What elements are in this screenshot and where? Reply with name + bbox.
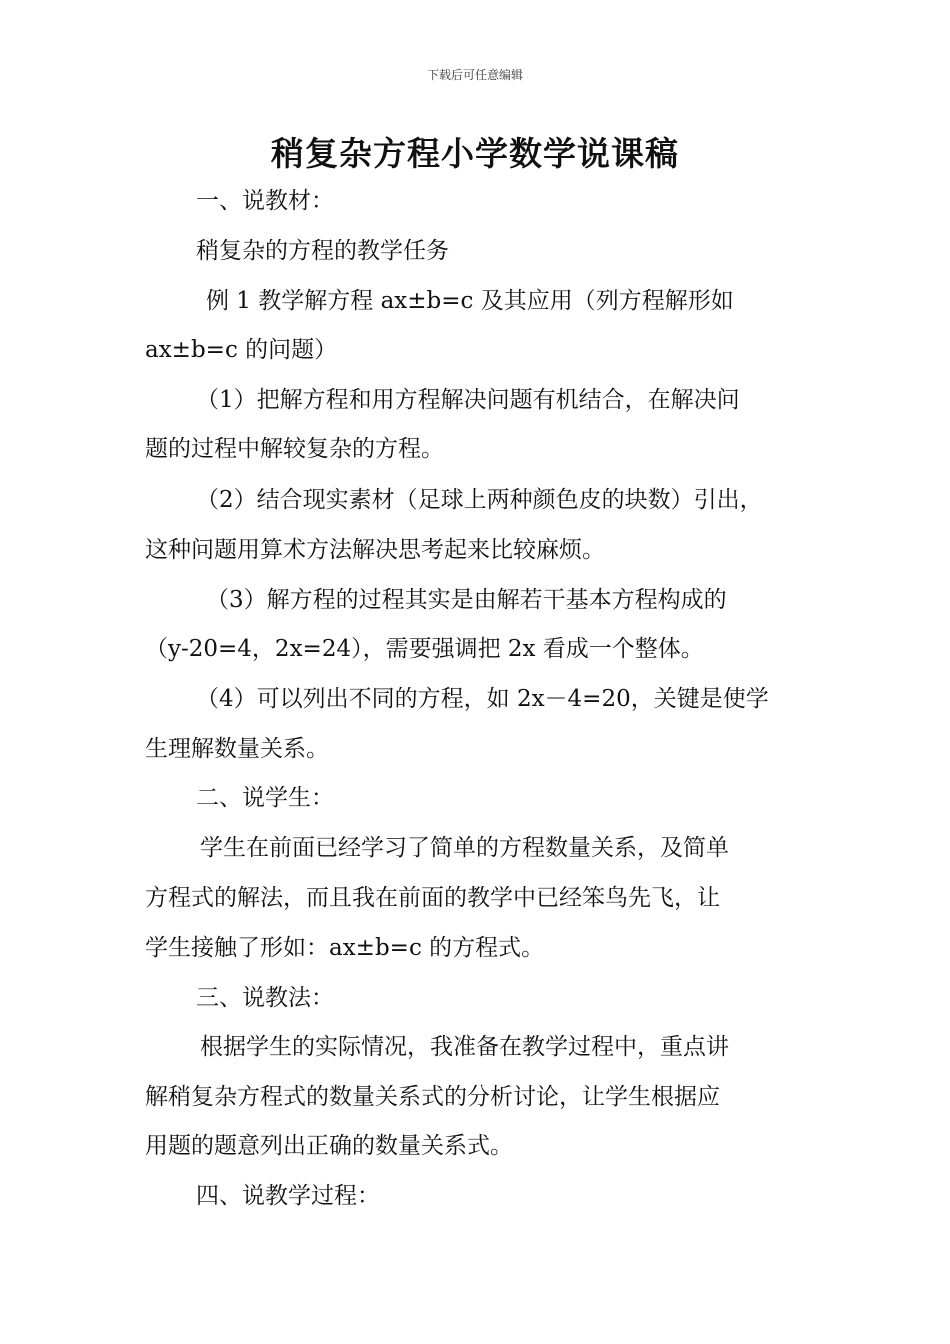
paragraph-line: （1）把解方程和用方程解决问题有机结合，在解决问 [196,387,740,413]
section-heading-process: 四、说教学过程： [196,1183,380,1209]
paragraph-line: 生理解数量关系。 [145,736,329,762]
paragraph-line: 例 1 教学解方程 ax±b=c 及其应用（列方程解形如 [206,288,734,314]
page-title: 稍复杂方程小学数学说课稿 [271,134,679,173]
paragraph-line: ax±b=c 的问题） [145,337,338,363]
section-heading-students: 二、说学生： [196,785,334,811]
paragraph-line: 方程式的解法，而且我在前面的教学中已经笨鸟先飞，让 [145,885,720,911]
header-note: 下载后可任意编辑 [426,68,523,82]
paragraph-line: （y-20=4，2x=24），需要强调把 2x 看成一个整体。 [145,636,704,662]
paragraph-line: 这种问题用算术方法解决思考起来比较麻烦。 [145,537,605,563]
paragraph-line: 学生在前面已经学习了简单的方程数量关系，及简单 [200,835,729,861]
section-heading-textbook: 一、说教材： [196,188,334,214]
paragraph-line: （2）结合现实素材（足球上两种颜色皮的块数）引出， [196,487,763,513]
paragraph-line: 根据学生的实际情况，我准备在教学过程中，重点讲 [200,1034,729,1060]
paragraph-line: 稍复杂的方程的教学任务 [196,238,449,264]
paragraph-line: （4）可以列出不同的方程，如 2x－4=20，关键是使学 [196,686,769,712]
paragraph-line: 题的过程中解较复杂的方程。 [145,436,444,462]
paragraph-line: 解稍复杂方程式的数量关系式的分析讨论，让学生根据应 [145,1084,720,1110]
section-heading-methods: 三、说教法： [196,985,334,1011]
paragraph-line: （3）解方程的过程其实是由解若干基本方程构成的 [206,587,727,613]
paragraph-line: 用题的题意列出正确的数量关系式。 [145,1133,513,1159]
paragraph-line: 学生接触了形如：ax±b=c 的方程式。 [145,935,545,961]
